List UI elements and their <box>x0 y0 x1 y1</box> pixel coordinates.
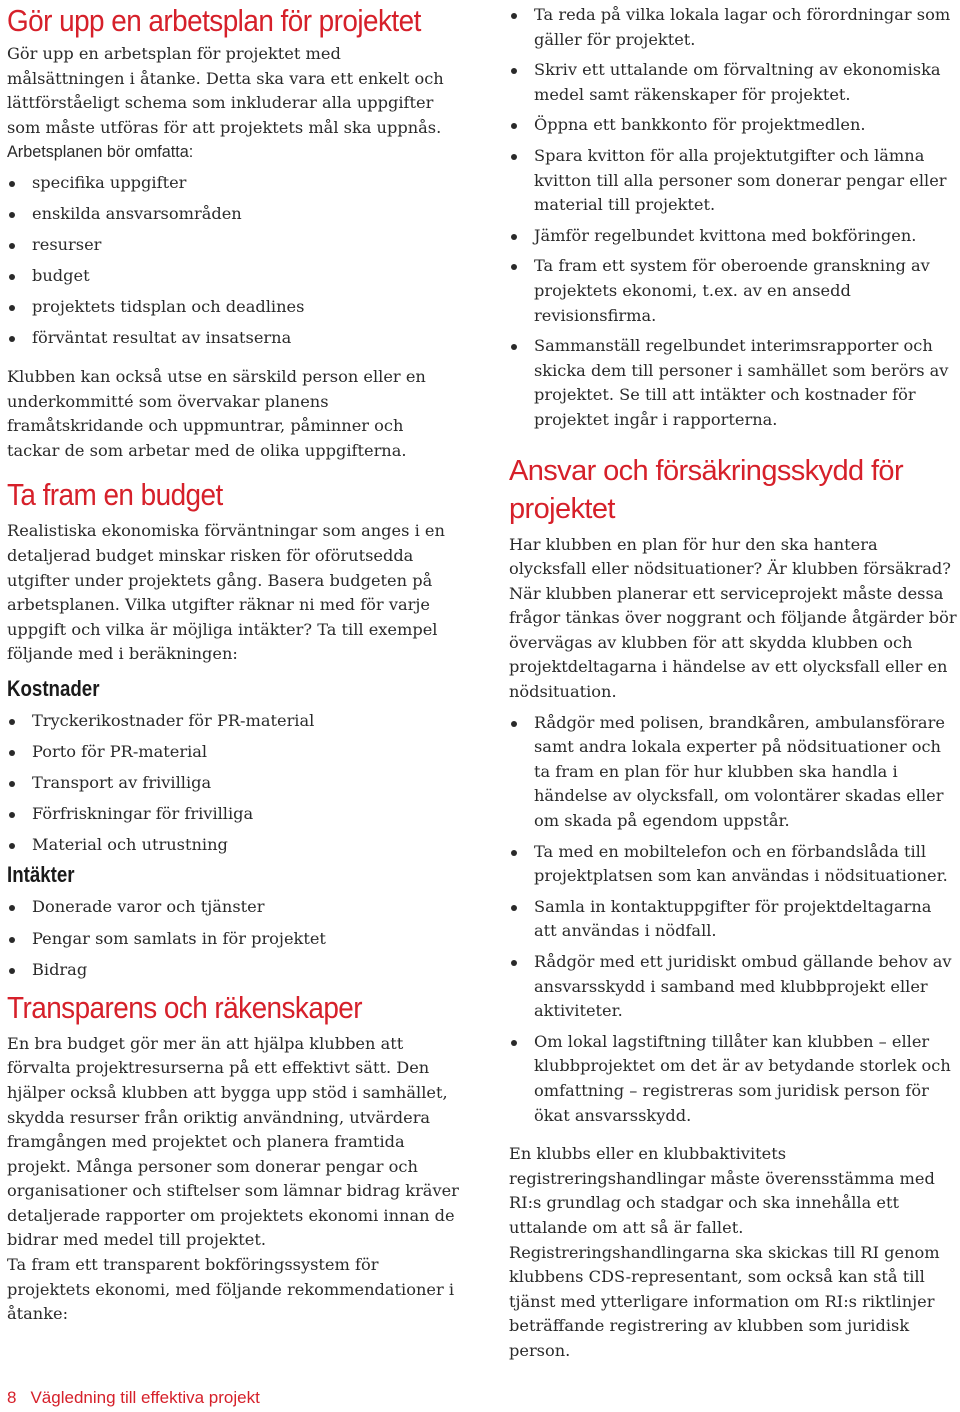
paragraph-workplan-part-a: Gör upp en arbetsplan för projektet med målsättningen i åtanke. Detta ska vara ett enkelt och lättförståeligt schema som inkluderar alla uppgifter som måste utföras för att projektets mål ska uppnås. <box>7 44 444 137</box>
list-item: Spara kvitton för alla projektutgifter och lämna kvitton till alla personer som donerar pengar eller material till projektet. <box>509 144 957 218</box>
list-item: Material och utrustning <box>7 833 459 858</box>
list-item: Ta reda på vilka lokala lagar och förordningar som gäller för projektet. <box>509 3 957 52</box>
right-column <box>509 0 957 1364</box>
heading-budget: Ta fram en budget <box>7 477 223 513</box>
list-item: enskilda ansvarsområden <box>7 202 459 227</box>
list-item: Rådgör med polisen, brandkåren, ambulansförare samt andra lokala experter på nödsituationer och ta fram en plan för hur klubben ska handla i händelse av olycksfall, om volontärer skadas eller om skada på egendom uppstår. <box>509 711 957 834</box>
paragraph-committee: Klubben kan också utse en särskild person eller en underkommitté som övervakar planens framåtskridande och uppmuntrar, påminner och tackar de som arbetar med de olika uppgifterna. <box>7 367 426 460</box>
list-item: Donerade varor och tjänster <box>7 895 459 920</box>
list-item: Sammanställ regelbundet interimsrapporter och skicka dem till personer i samhället som berörs av projektet. Se till att intäkter och kostnader för projektet ingår i rapporterna. <box>509 334 957 432</box>
list-item: Rådgör med ett juridiskt ombud gällande behov av ansvarsskydd i samband med klubbprojekt eller aktiviteter. <box>509 950 957 1024</box>
heading-insurance: Ansvar och försäkringsskydd för projektet <box>509 454 904 525</box>
list-item: Samla in kontaktuppgifter för projektdeltagarna att användas i nödfall. <box>509 895 957 944</box>
heading-transparency: Transparens och räkenskaper <box>7 989 363 1025</box>
paragraph-workplan <box>7 42 459 165</box>
list-item: specifika uppgifter <box>7 171 459 196</box>
paragraph-budget: Realistiska ekonomiska förväntningar som anges i en detaljerad budget minskar risken för oförutsedda utgifter under projektets gång. Basera budgeten på arbetsplanen. Vilka utgifter räknar ni med för varje uppgift och vilka är möjliga intäkter? Ta till exempel följande med i beräkningen: <box>7 521 445 664</box>
list-item: Skriv ett uttalande om förvaltning av ekonomiska medel samt räkenskaper för projektet. <box>509 58 957 107</box>
page-number: 8 <box>7 1388 17 1407</box>
paragraph-insurance: Har klubben en plan för hur den ska hantera olycksfall eller nödsituationer? Är klubben försäkrad? När klubben planerar ett serviceprojekt måste dessa frågor tänkas över noggrant och följande åtgärder bör övervägas av klubben för att skydda klubben och projektdeltagarna i händelse av ett olycksfall eller en nödsituation. <box>509 534 957 702</box>
paragraph-workplan-part-b: Arbetsplanen bör omfatta: <box>7 143 194 162</box>
list-item: förväntat resultat av insatserna <box>7 326 459 351</box>
heading-income: Intäkter <box>7 862 75 888</box>
list-item: Ta fram ett system för oberoende granskning av projektets ekonomi, t.ex. av en ansedd revisionsfirma. <box>509 254 957 328</box>
insurance-list <box>509 711 957 1129</box>
list-item: Om lokal lagstiftning tillåter kan klubben – eller klubbprojektet om det är av betydande storlek och omfattning – registreras som juridisk person för ökat ansvarsskydd. <box>509 1030 957 1128</box>
left-column <box>7 0 459 1327</box>
paragraph-transparency: En bra budget gör mer än att hjälpa klubben att förvalta projektresurserna på ett effektivt sätt. Den hjälper också klubben att bygga upp stöd i samhället, skydda resurser från oriktig användning, utvärdera framgången med projektet och planera framtida projekt. Många personer som donerar pengar och organisationer och stiftelser som lämnar bidrag kräver detaljerade rapporter om projektets ekonomi innan de bidrar med medel till projektet. <box>7 1033 459 1250</box>
list-item: Jämför regelbundet kvittona med bokföringen. <box>509 224 957 249</box>
list-item: Bidrag <box>7 958 459 983</box>
cost-list <box>7 709 459 858</box>
heading-workplan: Gör upp en arbetsplan för projektet <box>7 3 421 38</box>
paragraph-bookkeeping: Ta fram ett transparent bokföringssystem för projektets ekonomi, med följande rekommendationer i åtanke: <box>7 1255 455 1324</box>
footer-title: Vägledning till effektiva projekt <box>30 1388 260 1407</box>
list-item: Tryckerikostnader för PR-material <box>7 709 459 734</box>
list-item: Porto för PR-material <box>7 740 459 765</box>
page-footer <box>7 1388 260 1408</box>
list-item: budget <box>7 264 459 289</box>
list-item: resurser <box>7 233 459 258</box>
workplan-list <box>7 171 459 351</box>
income-list <box>7 895 459 982</box>
paragraph-registration: En klubbs eller en klubbaktivitets registreringshandlingar måste överensstämma med RI:s grundlag och stadgar och ska innehålla ett uttalande om att så är fallet. Registreringshandlingarna ska skickas till RI genom klubbens CDS-representant, som också kan stå till tjänst med ytterligare information om RI:s riktlinjer beträffande registrering av klubben som juridisk person. <box>509 1144 940 1360</box>
list-item: projektets tidsplan och deadlines <box>7 295 459 320</box>
list-item: Ta med en mobiltelefon och en förbandslåda till projektplatsen som kan användas i nödsituationer. <box>509 840 957 889</box>
bookkeeping-list <box>509 3 957 433</box>
list-item: Transport av frivilliga <box>7 771 459 796</box>
heading-costs: Kostnader <box>7 675 100 701</box>
list-item: Förfriskningar för frivilliga <box>7 802 459 827</box>
list-item: Pengar som samlats in för projektet <box>7 927 459 952</box>
list-item: Öppna ett bankkonto för projektmedlen. <box>509 113 957 138</box>
